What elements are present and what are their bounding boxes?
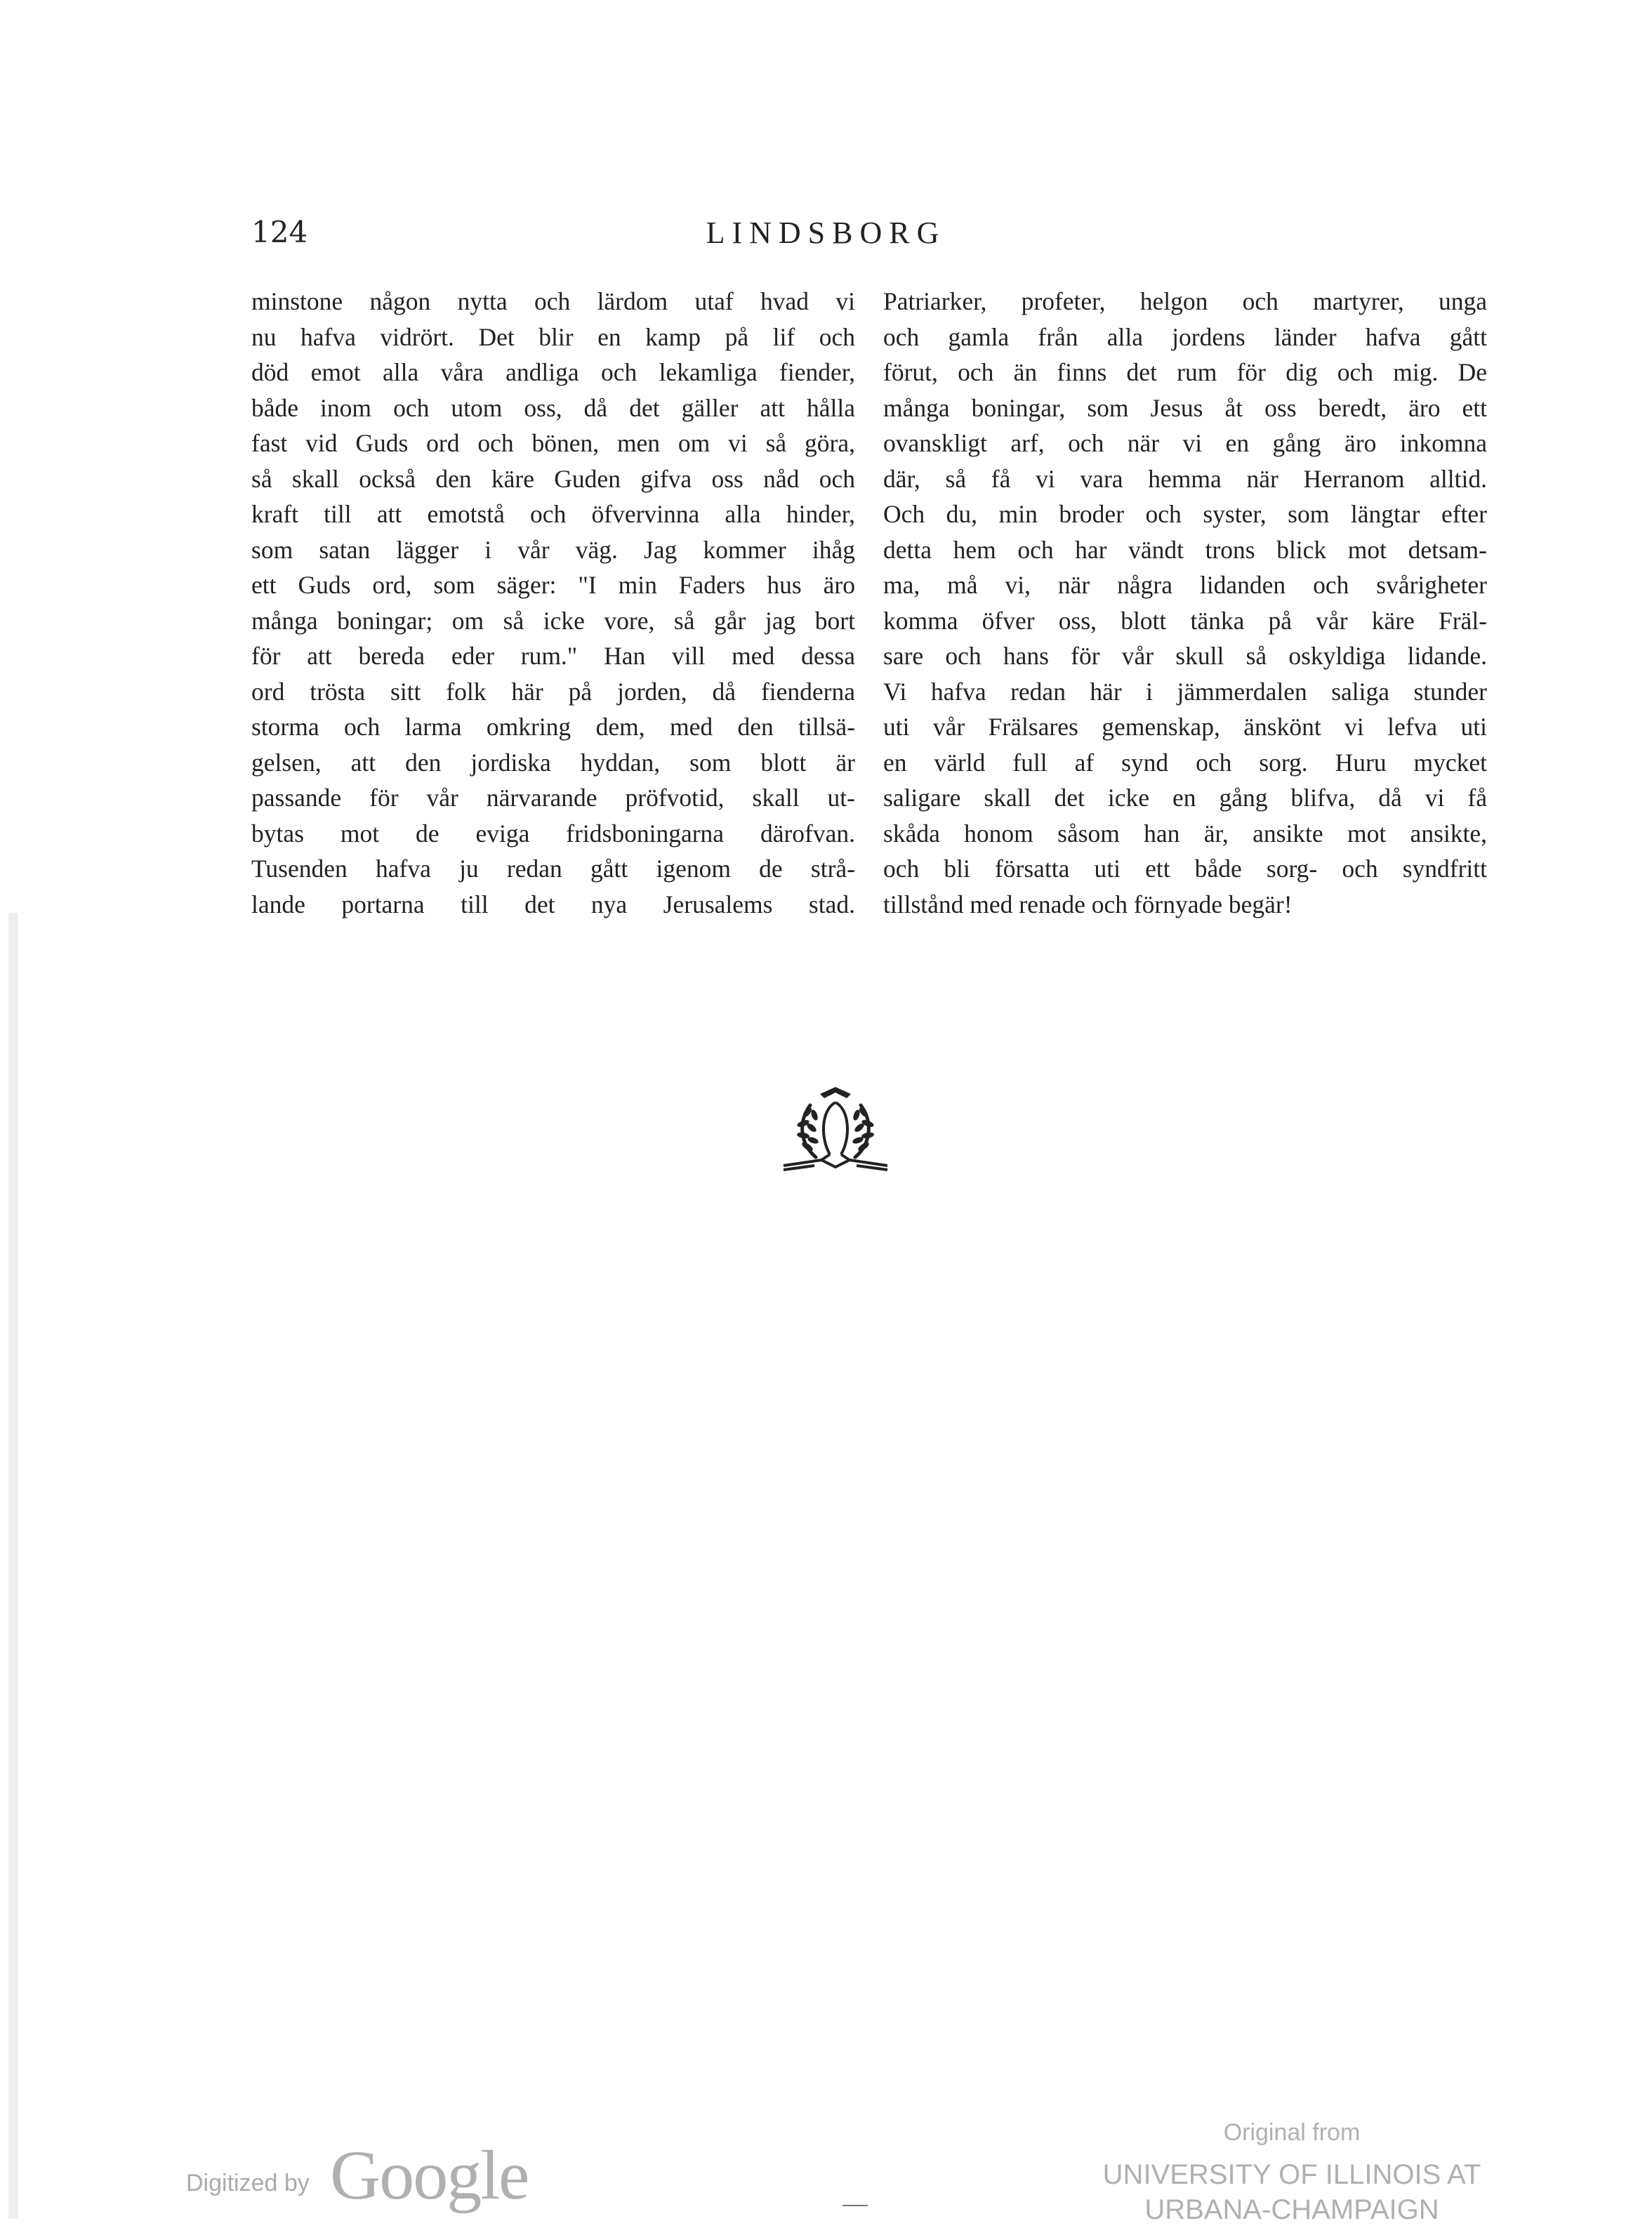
text-line: komma öfver oss, blott tänka på vår käre Fräl- bbox=[883, 606, 1487, 635]
text-line: Vi hafva redan här i jämmerdalen saliga stunder bbox=[883, 677, 1487, 706]
university-line-2: URBANA-CHAMPAIGN bbox=[1144, 2194, 1439, 2225]
text-line: Patriarker, profeter, helgon och martyrer, unga bbox=[883, 287, 1487, 315]
text-line: nu hafva vidrört. Det blir en kamp på lif och bbox=[251, 322, 855, 351]
left-column bbox=[251, 284, 855, 922]
text-line: sare och hans för vår skull så oskyldiga lidande. bbox=[883, 642, 1487, 670]
text-line: ett Guds ord, som säger: "I min Faders hus äro bbox=[251, 571, 855, 599]
text-line: skåda honom såsom han är, ansikte mot ansikte, bbox=[883, 819, 1487, 848]
text-line: tillstånd med renade och förnyade begär! bbox=[883, 890, 1293, 918]
text-line: passande för vår närvarande pröfvotid, skall ut- bbox=[251, 784, 855, 812]
text-line: många boningar; om så icke vore, så går jag bort bbox=[251, 606, 855, 635]
text-line: uti vår Frälsares gemenskap, änskönt vi lefva uti bbox=[883, 713, 1487, 741]
text-line: både inom och utom oss, då det gäller att hålla bbox=[251, 393, 855, 422]
text-line: bytas mot de eviga fridsboningarna därofvan. bbox=[251, 819, 855, 848]
original-from-label: Original from bbox=[1223, 2119, 1361, 2146]
text-line: ord trösta sitt folk här på jorden, då fienderna bbox=[251, 677, 855, 706]
digitized-by-label: Digitized by bbox=[186, 2170, 310, 2196]
google-logo: Google bbox=[330, 2136, 529, 2214]
text-line: saligare skall det icke en gång blifva, då vi få bbox=[883, 784, 1487, 812]
text-line: och bli försatta uti ett både sorg- och syndfritt bbox=[883, 855, 1487, 883]
text-line: storma och larma omkring dem, med den tillsä- bbox=[251, 713, 855, 741]
side-watermark-icon bbox=[0, 913, 28, 2219]
text-line: som satan lägger i vår väg. Jag kommer ihåg bbox=[251, 535, 855, 564]
text-line: många boningar, som Jesus åt oss beredt, äro ett bbox=[883, 393, 1487, 422]
text-line: Tusenden hafva ju redan gått igenom de strå- bbox=[251, 855, 855, 883]
right-column bbox=[883, 284, 1487, 922]
text-line: så skall också den käre Guden gifva oss nåd och bbox=[251, 464, 855, 493]
running-title: LINDSBORG bbox=[706, 216, 946, 250]
text-line: där, så få vi vara hemma när Herranom alltid. bbox=[883, 464, 1487, 493]
text-line: ovanskligt arf, och när vi en gång äro inkomna bbox=[883, 429, 1487, 457]
text-line: död emot alla våra andliga och lekamliga fiender, bbox=[251, 358, 855, 386]
text-line: Och du, min broder och syster, som längtar efter bbox=[883, 500, 1487, 528]
text-line: en värld full af synd och sorg. Huru mycket bbox=[883, 748, 1487, 777]
text-line: och gamla från alla jordens länder hafva gått bbox=[883, 322, 1487, 351]
text-line: kraft till att emotstå och öfvervinna alla hinder, bbox=[251, 500, 855, 528]
page-footer-dash bbox=[842, 2205, 868, 2206]
text-line: för att bereda eder rum." Han vill med dessa bbox=[251, 642, 855, 670]
text-line: förut, och än finns det rum för dig och mig. De bbox=[883, 358, 1487, 386]
text-line: gelsen, att den jordiska hyddan, som blott är bbox=[251, 748, 855, 777]
laurel-wreath-icon bbox=[779, 1081, 892, 1180]
page-number: 124 bbox=[251, 215, 308, 249]
text-line: lande portarna till det nya Jerusalems stad. bbox=[251, 890, 855, 918]
text-line: fast vid Guds ord och bönen, men om vi så göra, bbox=[251, 429, 855, 457]
text-line: minstone någon nytta och lärdom utaf hvad vi bbox=[251, 287, 855, 315]
text-line: detta hem och har vändt trons blick mot detsam- bbox=[883, 535, 1487, 564]
university-label bbox=[1011, 2157, 1573, 2227]
university-line-1: UNIVERSITY OF ILLINOIS AT bbox=[1102, 2159, 1481, 2190]
text-line: ma, må vi, när några lidanden och svårigheter bbox=[883, 571, 1487, 599]
